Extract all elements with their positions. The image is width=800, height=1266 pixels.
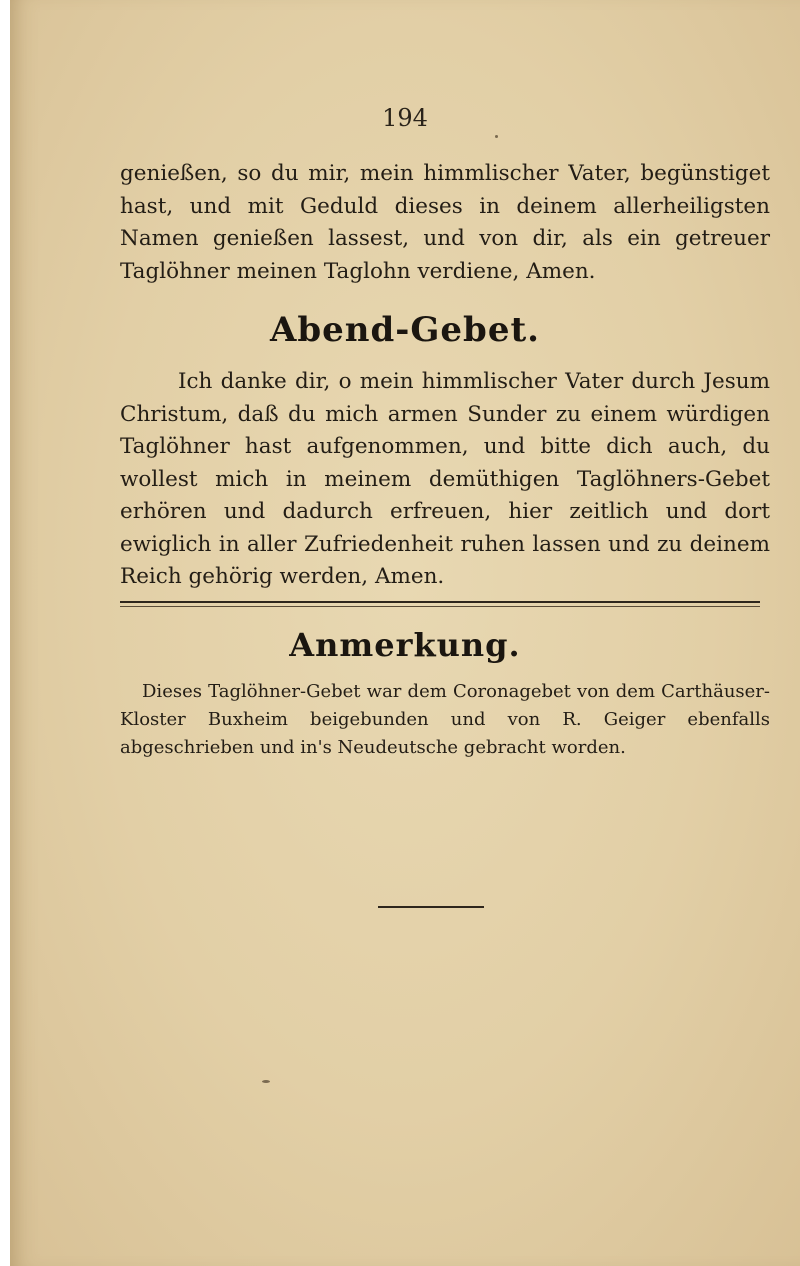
book-page <box>10 0 800 1266</box>
section-divider <box>120 601 760 603</box>
prayer-ending-paragraph: genießen, so du mir, mein himmlischer Vater, begünstiget hast, und mit Geduld dieses in deinem allerheiligsten Namen genießen lassest, und von dir, als ein getreuer Taglöhner meinen Taglohn verdiene, Amen. <box>120 161 770 284</box>
section-divider-thin <box>120 606 760 607</box>
page-number: 194 <box>382 104 428 132</box>
paper-speck <box>262 1080 270 1083</box>
remark-heading: Anmerkung. <box>289 626 521 664</box>
paper-speck <box>495 135 498 138</box>
end-rule <box>378 906 484 908</box>
evening-prayer-paragraph: Ich danke dir, o mein himmlischer Vater durch Jesum Christum, daß du mich armen Sunder zu einem würdigen Taglöhner hast aufgenommen, und bitte dich auch, du wollest mich in meinem demüthigen Taglöhners-Gebet erhören und dadurch erfreuen, hier zeitlich und dort ewiglich in aller Zufriedenheit ruhen lassen und zu deinem Reich gehörig werden, Amen. <box>120 369 770 589</box>
remark-paragraph: Dieses Taglöhner-Gebet war dem Coronagebet von dem Carthäuser-Kloster Buxheim beigebunden und von R. Geiger ebenfalls abgeschrieben und in's Neudeutsche gebracht worden. <box>120 681 770 758</box>
evening-prayer-heading: Abend-Gebet. <box>269 310 540 350</box>
